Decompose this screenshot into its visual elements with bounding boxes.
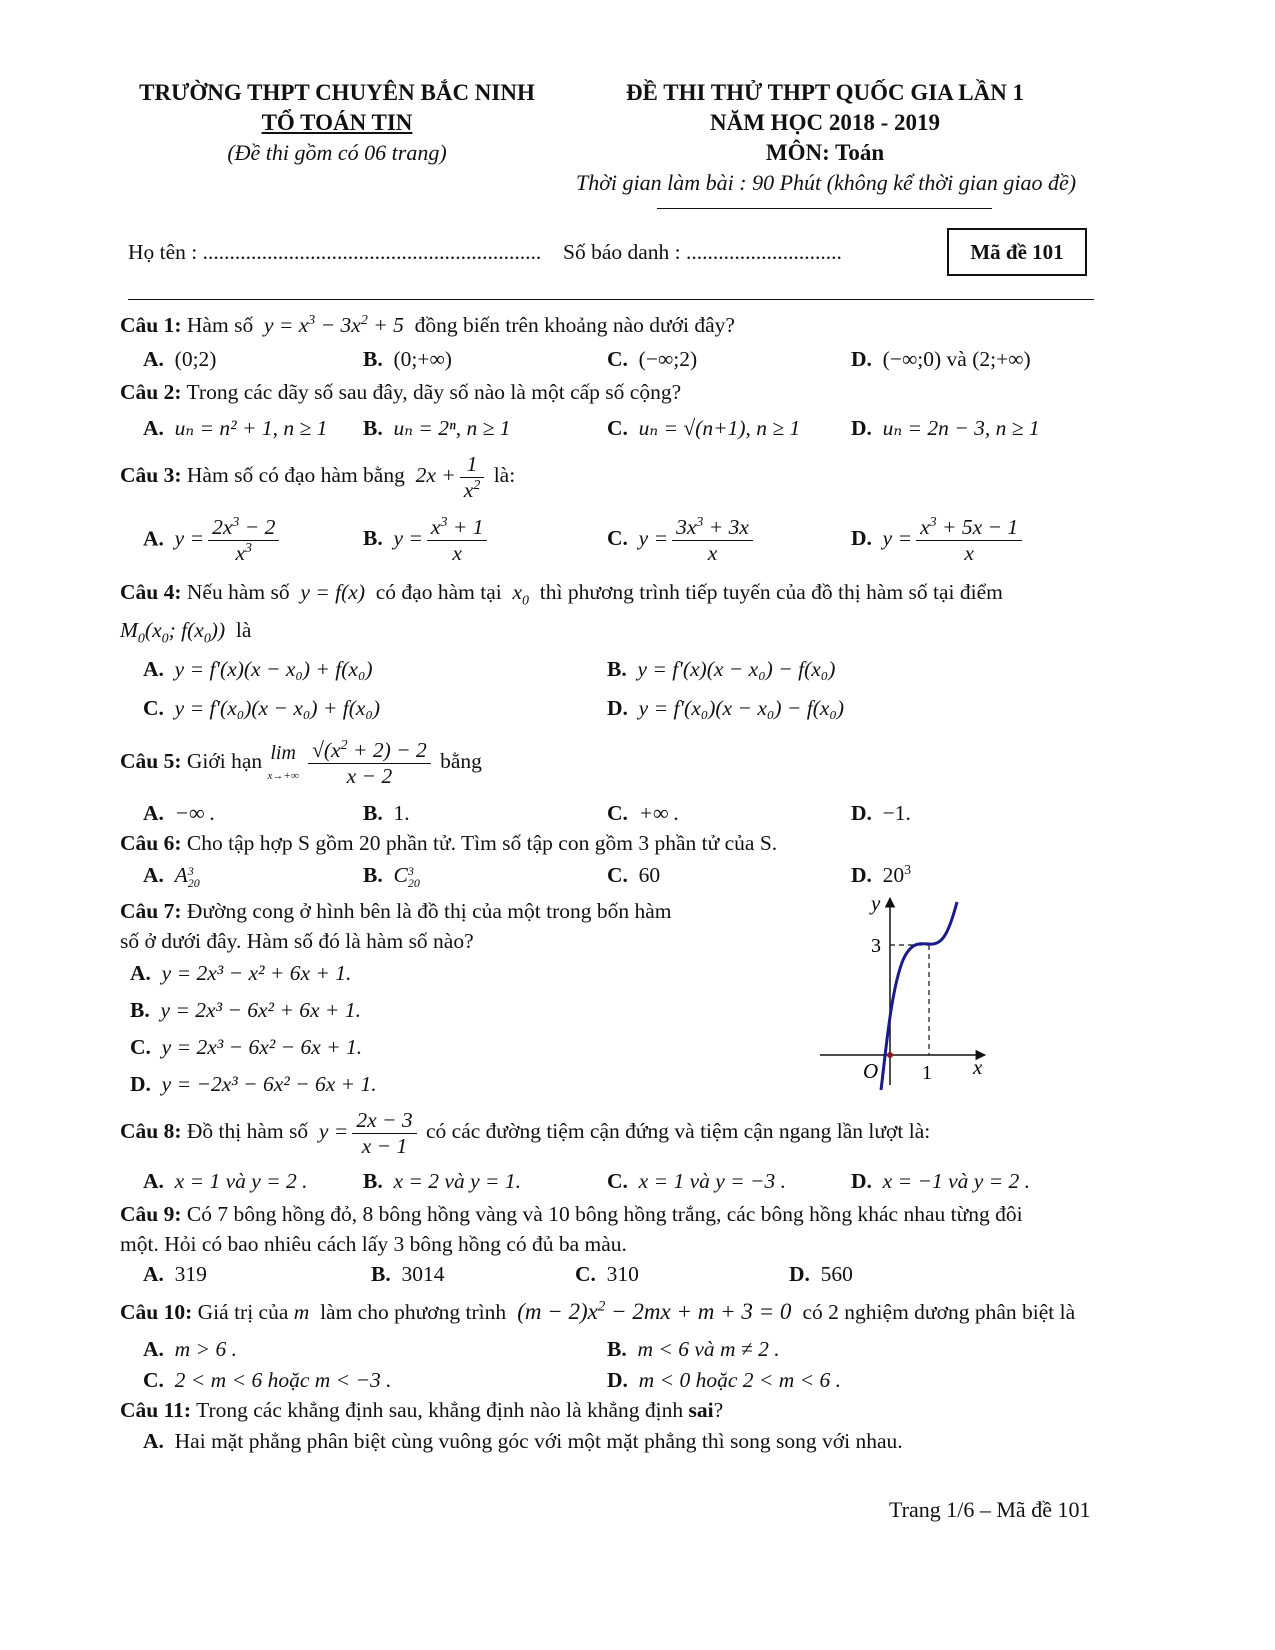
- option-a[interactable]: [143, 416, 327, 441]
- option-text: y = 2x³ − x² + 6x + 1.: [161, 961, 352, 985]
- question-text: Hàm số có đạo hàm bằng: [186, 463, 405, 488]
- option-letter: A.: [143, 1262, 164, 1286]
- question-5: [120, 738, 482, 789]
- option-text: m > 6 .: [174, 1337, 237, 1361]
- question-text: có 2 nghiệm dương phân biệt là: [802, 1300, 1076, 1324]
- option-text: x = 2 và y = 1.: [393, 1169, 521, 1193]
- option-b[interactable]: [363, 515, 491, 566]
- formula: $\frac{√(x^2 + 2) - 2}{x - 2}$: [308, 738, 431, 789]
- option-text: Hai mặt phẳng phân biệt cùng vuông góc với một mặt phẳng thì song song với nhau.: [174, 1429, 903, 1453]
- option-text: y = 2x³ − 6x² + 6x + 1.: [160, 998, 361, 1022]
- page-footer: Trang 1/6 – Mã đề 101: [889, 1497, 1091, 1522]
- option-letter: B.: [130, 998, 150, 1022]
- origin-label: O: [863, 1059, 879, 1083]
- question-text: Giới hạn: [186, 749, 263, 774]
- option-formula: A3 20: [174, 863, 200, 891]
- question-text: Có 7 bông hồng đỏ, 8 bông hồng vàng và 10 bông hồng trắng, các bông hồng khác nhau từng đôi: [186, 1202, 1023, 1226]
- option-d[interactable]: [851, 347, 1031, 372]
- option-c[interactable]: [607, 347, 697, 372]
- question-label: Câu 4:: [120, 580, 182, 604]
- question-label: Câu 11:: [120, 1398, 192, 1422]
- question-9: [120, 1202, 1023, 1228]
- option-text: 310: [606, 1262, 639, 1286]
- option-c[interactable]: [143, 1368, 392, 1393]
- function-graph: [815, 890, 1000, 1090]
- option-text: y = f'(x)(x − x₀) − f(x₀): [637, 657, 836, 681]
- option-b[interactable]: [130, 998, 361, 1023]
- option-letter: B.: [363, 1169, 383, 1193]
- option-letter: C.: [575, 1262, 596, 1286]
- option-letter: D.: [851, 1169, 872, 1193]
- question-1: [120, 313, 735, 339]
- option-letter: B.: [363, 416, 383, 440]
- curve: [881, 902, 957, 1090]
- formula: $M_0(x_0$; $f(x_0)$): [120, 618, 231, 647]
- option-letter: D.: [851, 801, 872, 825]
- option-text: −1.: [882, 801, 911, 825]
- option-formula: y = $\frac{3x^3 + 3x}{x}$: [639, 526, 757, 550]
- option-text: y = f'(x₀)(x − x₀) + f(x₀): [174, 696, 381, 720]
- option-c[interactable]: [607, 416, 800, 441]
- option-b[interactable]: [607, 657, 835, 682]
- option-text: m < 0 hoặc 2 < m < 6 .: [638, 1368, 842, 1392]
- option-text: x = 1 và y = 2 .: [174, 1169, 308, 1193]
- option-formula: y = $\frac{x^3 + 5x - 1}{x}$: [883, 526, 1027, 550]
- option-text: 1.: [393, 801, 410, 825]
- formula: y = $\frac{2x - 3}{x - 1}$: [314, 1119, 421, 1143]
- option-letter: B.: [607, 1337, 627, 1361]
- option-letter: D.: [607, 1368, 628, 1392]
- school-name: TRƯỜNG THPT CHUYÊN BẮC NINH: [139, 80, 535, 105]
- option-d[interactable]: [851, 863, 911, 888]
- option-d[interactable]: [851, 416, 1040, 441]
- option-a[interactable]: [143, 1337, 237, 1362]
- option-d[interactable]: [851, 1169, 1030, 1194]
- question-label: Câu 10:: [120, 1300, 193, 1324]
- header-divider: [657, 208, 992, 209]
- question-text: ?: [713, 1398, 724, 1422]
- question-6: [120, 831, 777, 857]
- option-letter: B.: [363, 863, 383, 887]
- question-label: Câu 6:: [120, 831, 182, 855]
- option-letter: D.: [851, 863, 872, 888]
- option-text: (0;+∞): [393, 347, 452, 371]
- option-text: 319: [174, 1262, 207, 1286]
- y-tick-label: 3: [871, 935, 881, 957]
- school-year: NĂM HỌC 2018 - 2019: [710, 110, 940, 135]
- option-letter: A.: [143, 416, 164, 440]
- option-letter: C.: [607, 347, 628, 371]
- option-b[interactable]: [363, 801, 410, 826]
- question-text: Hàm số: [186, 313, 254, 338]
- question-9-line2: một. Hỏi có bao nhiêu cách lấy 3 bông hồng có đủ ba màu.: [120, 1232, 627, 1256]
- formula: $(m - 2)x^2 - 2mx + m + 3 = 0$: [511, 1298, 798, 1324]
- option-letter: C.: [143, 1368, 164, 1392]
- option-text: y = 2x³ − 6x² − 6x + 1.: [161, 1035, 363, 1059]
- option-a[interactable]: [143, 657, 373, 682]
- formula: $x_0$: [507, 580, 529, 609]
- option-letter: C.: [607, 526, 628, 551]
- question-text: làm cho phương trình: [320, 1300, 507, 1324]
- question-label: Câu 1:: [120, 313, 182, 338]
- x-axis-label: x: [973, 1055, 983, 1079]
- option-b[interactable]: [363, 347, 452, 372]
- option-letter: A.: [143, 347, 164, 371]
- option-b[interactable]: [363, 1169, 521, 1194]
- option-b[interactable]: [363, 416, 511, 441]
- question-text: bằng: [440, 749, 482, 774]
- option-letter: D.: [789, 1262, 810, 1286]
- formula: y = f(x): [294, 580, 371, 604]
- option-letter: D.: [851, 416, 872, 440]
- question-text: đồng biến trên khoảng nào dưới đây?: [414, 313, 735, 338]
- time-note: Thời gian làm bài : 90 Phút (không kể thời gian giao đề): [575, 170, 1077, 195]
- question-emphasis: sai: [688, 1398, 714, 1422]
- option-letter: B.: [371, 1262, 391, 1286]
- option-letter: A.: [143, 801, 164, 825]
- option-formula: y = $\frac{x^3 + 1}{x}$: [393, 526, 491, 550]
- option-letter: A.: [143, 657, 164, 681]
- option-text: uₙ = n² + 1, n ≥ 1: [174, 416, 328, 440]
- question-label: Câu 7:: [120, 899, 182, 923]
- question-11: [120, 1398, 723, 1424]
- question-4-line2: [120, 618, 251, 648]
- option-a[interactable]: [130, 961, 351, 986]
- exam-code: Mã đề 101: [970, 240, 1064, 264]
- candidate-id-field: Số báo danh : .............................: [563, 240, 842, 264]
- candidate-name-field: Họ tên : ...............................................................: [128, 240, 542, 264]
- question-text: Đường cong ở hình bên là đồ thị của một trong bốn hàm: [186, 899, 672, 923]
- exam-title: ĐỀ THI THỬ THPT QUỐC GIA LẦN 1: [625, 80, 1025, 105]
- option-c[interactable]: [607, 1169, 786, 1194]
- x-tick-label: 1: [922, 1062, 932, 1084]
- option-a[interactable]: [143, 347, 216, 372]
- question-label: Câu 5:: [120, 749, 182, 774]
- option-a[interactable]: [143, 515, 283, 566]
- candidate-divider: [128, 299, 1094, 300]
- option-letter: B.: [607, 657, 627, 681]
- formula: $y = x^3 - 3x^2 + 5$: [258, 313, 410, 338]
- question-text: Trong các dãy số sau đây, dãy số nào là một cấp số cộng?: [186, 380, 682, 404]
- option-formula: C3 20: [393, 863, 420, 891]
- option-text: y = f'(x₀)(x − x₀) − f(x₀): [638, 696, 845, 720]
- option-letter: C.: [607, 863, 628, 887]
- option-text: x = −1 và y = 2 .: [882, 1169, 1031, 1193]
- question-text: có các đường tiệm cận đứng và tiệm cận ngang lần lượt là:: [426, 1119, 931, 1144]
- question-label: Câu 8:: [120, 1119, 182, 1144]
- option-letter: A.: [143, 526, 164, 551]
- question-4: [120, 580, 1003, 610]
- option-text: (−∞;0) và (2;+∞): [882, 347, 1031, 371]
- option-c[interactable]: [575, 1262, 639, 1287]
- option-b[interactable]: [371, 1262, 444, 1287]
- option-letter: A.: [143, 863, 164, 887]
- question-7: [120, 899, 672, 925]
- option-text: x = 1 và y = −3 .: [638, 1169, 787, 1193]
- option-d[interactable]: [789, 1262, 853, 1287]
- question-text: Giá trị của: [197, 1300, 289, 1324]
- question-text: là: [235, 618, 252, 642]
- option-letter: C.: [607, 801, 628, 825]
- option-letter: B.: [363, 801, 383, 825]
- option-a[interactable]: [143, 801, 215, 826]
- option-text: (0;2): [174, 347, 217, 371]
- option-letter: D.: [607, 696, 628, 720]
- question-label: Câu 3:: [120, 463, 182, 488]
- option-text: uₙ = 2ⁿ, n ≥ 1: [393, 416, 511, 440]
- option-c[interactable]: [607, 863, 660, 888]
- option-letter: C.: [607, 416, 628, 440]
- formula: lim x→+∞: [267, 742, 299, 783]
- question-text: Cho tập hợp S gồm 20 phần tử. Tìm số tập con gồm 3 phần tử của S.: [186, 831, 778, 855]
- option-letter: D.: [130, 1072, 151, 1096]
- question-8: [120, 1108, 930, 1158]
- question-text: Trong các khẳng định sau, khẳng định nào là khẳng định: [196, 1398, 684, 1422]
- option-d[interactable]: [851, 801, 911, 826]
- option-c[interactable]: [607, 801, 679, 826]
- origin-point: [887, 1052, 893, 1058]
- option-text: 2 < m < 6 hoặc m < −3 .: [174, 1368, 392, 1392]
- option-d[interactable]: [607, 696, 844, 721]
- option-text: 3014: [401, 1262, 445, 1286]
- option-c[interactable]: [143, 696, 380, 721]
- pages-note: (Đề thi gồm có 06 trang): [227, 140, 447, 165]
- option-text: −∞ .: [174, 801, 216, 825]
- exam-code-box: [947, 228, 1087, 276]
- option-c[interactable]: [607, 515, 757, 566]
- option-letter: A.: [143, 1337, 164, 1361]
- y-axis-label: y: [871, 891, 881, 915]
- question-label: Câu 2:: [120, 380, 182, 404]
- question-text: thì phương trình tiếp tuyến của đồ thị hàm số tại điểm: [539, 580, 1003, 604]
- question-text: Đồ thị hàm số: [186, 1119, 309, 1144]
- option-letter: D.: [851, 526, 872, 551]
- question-label: Câu 9:: [120, 1202, 182, 1226]
- option-text: y = f'(x)(x − x₀) + f(x₀): [174, 657, 373, 681]
- question-text: có đạo hàm tại: [375, 580, 502, 604]
- question-text: Nếu hàm số: [186, 580, 290, 604]
- option-a[interactable]: [143, 1169, 308, 1194]
- option-letter: A.: [143, 1429, 164, 1453]
- question-10: [120, 1298, 1075, 1326]
- option-letter: C.: [143, 696, 164, 720]
- option-letter: A.: [130, 961, 151, 985]
- option-letter: B.: [363, 347, 383, 371]
- formula: 2x + $\frac{1}{x^2}$: [410, 463, 488, 487]
- option-text: m < 6 và m ≠ 2 .: [637, 1337, 780, 1361]
- option-formula: $20^3$: [882, 863, 912, 888]
- option-b[interactable]: [363, 863, 420, 889]
- option-letter: B.: [363, 526, 383, 551]
- option-text: uₙ = √(n+1), n ≥ 1: [638, 416, 801, 440]
- option-letter: A.: [143, 1169, 164, 1193]
- option-letter: C.: [607, 1169, 628, 1193]
- option-d[interactable]: [851, 515, 1026, 566]
- question-text: là:: [493, 463, 516, 488]
- option-letter: C.: [130, 1035, 151, 1059]
- option-text: (−∞;2): [638, 347, 698, 371]
- question-7-line2: số ở dưới đây. Hàm số đó là hàm số nào?: [120, 929, 474, 953]
- option-d[interactable]: [607, 1368, 841, 1393]
- option-formula: y = $\frac{2x^3 - 2}{x^3}$: [175, 526, 284, 550]
- question-3: [120, 452, 515, 503]
- option-text: y = −2x³ − 6x² − 6x + 1.: [161, 1072, 377, 1096]
- option-text: 560: [820, 1262, 853, 1286]
- subject: MÔN: Toán: [765, 140, 885, 165]
- option-a[interactable]: [143, 1429, 903, 1454]
- option-b[interactable]: [607, 1337, 780, 1362]
- option-text: uₙ = 2n − 3, n ≥ 1: [882, 416, 1040, 440]
- option-letter: D.: [851, 347, 872, 371]
- formula: m: [288, 1300, 315, 1324]
- option-a[interactable]: [143, 1262, 207, 1287]
- option-text: +∞ .: [638, 801, 680, 825]
- question-2: [120, 380, 681, 406]
- option-a[interactable]: [143, 863, 200, 889]
- option-d[interactable]: [130, 1072, 377, 1097]
- department-name: TỔ TOÁN TIN: [261, 110, 413, 135]
- option-c[interactable]: [130, 1035, 362, 1060]
- option-text: 60: [638, 863, 661, 887]
